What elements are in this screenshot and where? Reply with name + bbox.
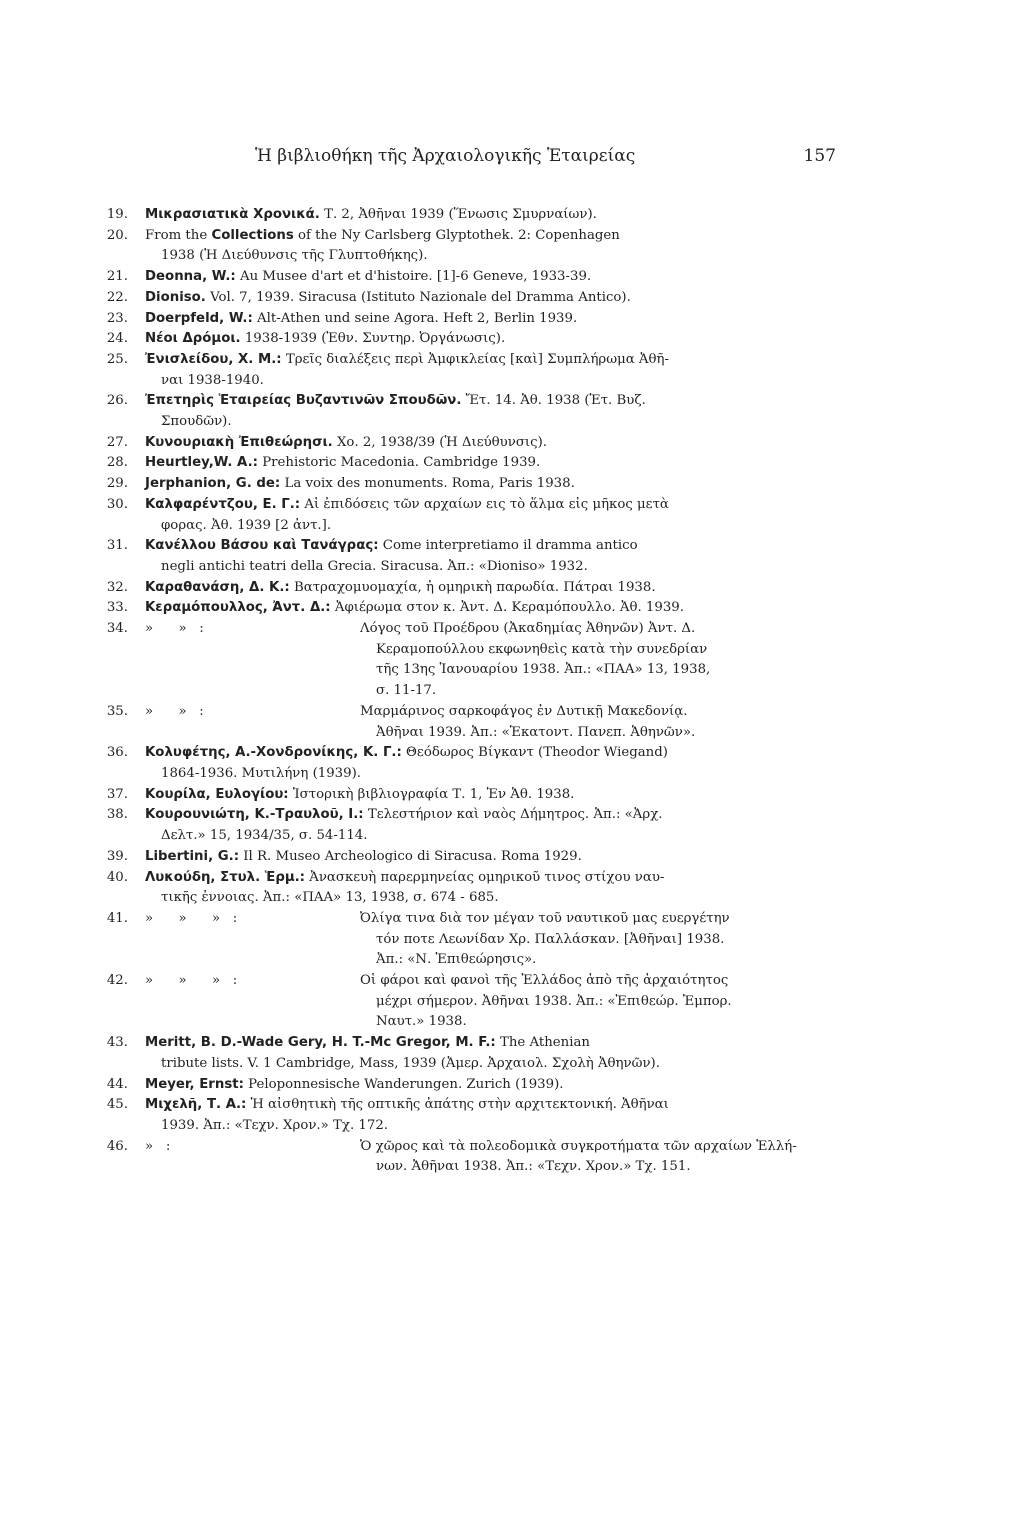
entry-number: 41.: [106, 910, 128, 926]
bibliography-entry: [100, 909, 840, 971]
entry-number: 33.: [106, 600, 128, 616]
entry-first-line: [145, 267, 840, 288]
entry-first-line: [145, 1095, 840, 1116]
entry-number: 20.: [106, 227, 128, 243]
entry-continuation: Ναυτ.» 1938.: [376, 1014, 467, 1030]
running-title: Ἡ βιβλιοθήκη τῆς Ἀρχαιολογικῆς Ἑταιρείας: [255, 146, 636, 166]
entry-title: Μαρμάρινος σαρκοφάγος ἐν Δυτικῇ Μακεδονίᾳ.: [360, 703, 688, 719]
entry-title: of the Ny Carlsberg Glyptothek. 2: Copenhagen: [298, 227, 620, 243]
entry-continuation: 1938 (Ἡ Διεύθυνσις τῆς Γλυπτοθήκης).: [161, 248, 428, 264]
entry-first-line: [145, 598, 840, 619]
entry-first-line: [145, 702, 840, 723]
bibliography-entry: [100, 868, 840, 909]
entry-first-line: [145, 536, 840, 557]
entry-author: Doerpfeld, W.:: [145, 310, 253, 326]
entry-number: 39.: [106, 848, 128, 864]
entry-first-line: [145, 391, 840, 412]
entry-first-line: [145, 474, 840, 495]
entry-first-line: [145, 1075, 840, 1096]
entry-first-line: [145, 868, 840, 889]
entry-first-line: [145, 743, 840, 764]
entry-continuation: tribute lists. V. 1 Cambridge, Mass, 1939 (Ἀμερ. Ἀρχαιολ. Σχολὴ Ἀθηνῶν).: [161, 1055, 660, 1071]
entry-title: Τ. 2, Ἀθῆναι 1939 (Ἕνωσις Σμυρναίων).: [324, 207, 597, 222]
bibliography-entry: [100, 1075, 840, 1096]
entry-author: Meritt, B. D.-Wade Gery, H. T.-Mc Gregor, M. F.:: [145, 1035, 496, 1051]
entry-first-line: [145, 1137, 840, 1158]
bibliography-entry: [100, 329, 840, 350]
ditto-marks: » » :: [145, 703, 204, 719]
entry-title: Ἀνασκευὴ παρερμηνείας ομηρικοῦ τινος στίχου ναυ-: [309, 869, 665, 885]
entry-first-line: [145, 971, 840, 992]
bibliography-entry: [100, 350, 840, 391]
entry-first-line: [145, 619, 840, 640]
bibliography-entry: [100, 847, 840, 868]
entry-author: Deonna, W.:: [145, 269, 236, 285]
entry-first-line: [145, 909, 840, 930]
entry-title: Come interpretiamo il dramma antico: [382, 538, 638, 554]
entry-number: 19.: [106, 207, 128, 222]
entry-number: 26.: [106, 393, 128, 409]
entry-number: 34.: [106, 621, 128, 637]
bibliography-entry: [100, 702, 840, 743]
bibliography-entry: [100, 785, 840, 806]
entry-author: Κουρουνιώτη, Κ.-Τραυλοῦ, Ι.:: [145, 807, 364, 823]
bibliography-entry: [100, 743, 840, 784]
entry-title: Βατραχομυομαχία, ἡ ομηρικὴ παρωδία. Πάτραι 1938.: [293, 579, 656, 595]
entry-author: Dioniso.: [145, 289, 206, 305]
ditto-marks: » :: [145, 1138, 171, 1154]
bibliography-entry: [100, 267, 840, 288]
bibliography-entry: [100, 971, 840, 1033]
entry-continuation: Σπουδῶν).: [161, 414, 232, 430]
entry-number: 36.: [106, 745, 128, 761]
entry-continuation: negli antichi teatri della Grecia. Siracusa. Ἀπ.: «Dioniso» 1932.: [161, 558, 588, 574]
entry-continuation: σ. 11-17.: [376, 683, 437, 699]
bibliography-entry: [100, 433, 840, 454]
entry-author: Libertini, G.:: [145, 848, 240, 864]
entry-author: Κανέλλου Βάσου καὶ Τανάγρας:: [145, 538, 379, 554]
bibliography-entry: [100, 226, 840, 267]
entry-first-line: [145, 805, 840, 826]
entry-number: 28.: [106, 455, 128, 471]
bibliography-entry: [100, 453, 840, 474]
entry-title: Ὀλίγα τινα διὰ τον μέγαν τοῦ ναυτικοῦ μας ευεργέτην: [360, 910, 730, 926]
entry-number: 38.: [106, 807, 128, 823]
bibliography-entry: [100, 391, 840, 432]
entry-title: Au Musee d'art et d'histoire. [1]-6 Geneve, 1933-39.: [239, 269, 592, 285]
entry-title: Τελεστήριον καὶ ναὸς Δήμητρος. Ἀπ.: «Ἀρχ.: [367, 807, 663, 823]
entry-author: Καλφαρέντζου, Ε. Γ.:: [145, 496, 301, 512]
entry-number: 25.: [106, 351, 128, 367]
entry-title: Il R. Museo Archeologico di Siracusa. Roma 1929.: [243, 848, 582, 864]
entry-author: Jerphanion, G. de:: [145, 476, 281, 492]
entry-author: Κεραμόπουλλος, Ἀντ. Δ.:: [145, 600, 331, 616]
bibliography-entry: [100, 536, 840, 577]
entry-title: Χο. 2, 1938/39 (Ἡ Διεύθυνσις).: [336, 434, 547, 450]
entry-title: Ἀφιέρωμα στον κ. Ἀντ. Δ. Κεραμόπουλλο. Ἀθ. 1939.: [334, 600, 684, 616]
entry-continuation: 1864-1936. Μυτιλήνη (1939).: [161, 765, 362, 781]
entry-title: Τρεῖς διαλέξεις περὶ Ἀμφικλείας [καὶ] Συμπλήρωμα Ἀθῆ-: [285, 351, 669, 367]
entry-first-line: [145, 785, 840, 806]
entry-number: 24.: [106, 331, 128, 347]
entry-number: 22.: [106, 289, 128, 305]
entry-number: 32.: [106, 579, 128, 595]
entry-title: 1938-1939 (Ἐθν. Συντηρ. Ὀργάνωσις).: [244, 331, 506, 347]
entry-number: 40.: [106, 869, 128, 885]
entry-author: Heurtley,W. A.:: [145, 455, 258, 471]
entry-title: Θεόδωρος Βίγκαντ (Theodor Wiegand): [406, 745, 668, 761]
bibliography-entry: [100, 495, 840, 536]
entry-title: Ἱστορικὴ βιβλιογραφία Τ. 1, Ἐν Ἀθ. 1938.: [292, 786, 575, 802]
entry-continuation: Δελτ.» 15, 1934/35, σ. 54-114.: [161, 828, 368, 844]
entry-author: Ἐπετηρὶς Ἑταιρείας Βυζαντινῶν Σπουδῶν.: [145, 393, 462, 409]
entry-first-line: [145, 288, 840, 309]
ditto-marks: » » :: [145, 621, 204, 637]
entry-title: Λόγος τοῦ Προέδρου (Ἀκαδημίας Ἀθηνῶν) Ἀντ. Δ.: [360, 621, 696, 637]
entry-continuation: νων. Ἀθῆναι 1938. Ἀπ.: «Τεχν. Χρον.» Τχ. 151.: [376, 1159, 691, 1175]
entry-number: 45.: [106, 1097, 128, 1113]
bibliography-list: [100, 205, 840, 1178]
entry-first-line: [145, 578, 840, 599]
entry-title: Alt-Athen und seine Agora. Heft 2, Berlin 1939.: [257, 310, 578, 326]
entry-title: Ἔτ. 14. Ἀθ. 1938 (Ἑτ. Βυζ.: [465, 393, 646, 409]
bibliography-entry: [100, 288, 840, 309]
entry-number: 37.: [106, 786, 128, 802]
ditto-marks: » » » :: [145, 973, 238, 989]
entry-first-line: [145, 309, 840, 330]
entry-author: Κολυφέτης, Α.-Χονδρονίκης, Κ. Γ.:: [145, 745, 402, 761]
bibliography-entry: [100, 619, 840, 702]
ditto-marks: » » » :: [145, 910, 238, 926]
entry-number: 27.: [106, 434, 128, 450]
entry-author: Μιχελῆ, Τ. Α.:: [145, 1097, 247, 1113]
bibliography-entry: [100, 1137, 840, 1178]
entry-title: Οἱ φάροι καὶ φανοὶ τῆς Ἑλλάδος ἀπὸ τῆς ἀρχαιότητος: [360, 973, 729, 989]
entry-continuation: Ἀθῆναι 1939. Ἀπ.: «Ἑκατοντ. Πανεπ. Ἀθηνῶν».: [376, 724, 696, 740]
bibliography-entry: [100, 1095, 840, 1136]
entry-number: 30.: [106, 496, 128, 512]
entry-first-line: [145, 226, 840, 247]
entry-number: 29.: [106, 476, 128, 492]
entry-first-line: [145, 329, 840, 350]
entry-number: 23.: [106, 310, 128, 326]
entry-title: The Athenian: [499, 1035, 590, 1051]
entry-number: 43.: [106, 1035, 128, 1051]
entry-title: La voix des monuments. Roma, Paris 1938.: [284, 476, 575, 492]
entry-continuation: τῆς 13ης Ἰανουαρίου 1938. Ἀπ.: «ΠΑΑ» 13, 1938,: [376, 662, 711, 678]
entry-number: 35.: [106, 703, 128, 719]
entry-title: Ὁ χῶρος καὶ τὰ πολεοδομικὰ συγκροτήματα τῶν αρχαίων Ἑλλή-: [360, 1138, 797, 1154]
entry-first-line: [145, 433, 840, 454]
entry-number: 46.: [106, 1138, 128, 1154]
entry-prefix: From the: [145, 227, 208, 243]
entry-number: 31.: [106, 538, 128, 554]
entry-continuation: τικῆς ἐννοιας. Ἀπ.: «ΠΑΑ» 13, 1938, σ. 674 - 685.: [161, 890, 499, 906]
entry-first-line: [145, 350, 840, 371]
entry-author: Ἐνισλείδου, Χ. Μ.:: [145, 351, 282, 367]
entry-title: Ἡ αἰσθητικὴ τῆς οπτικῆς ἀπάτης στὴν αρχιτεκτονική. Ἀθῆναι: [250, 1097, 669, 1113]
bibliography-entry: [100, 205, 840, 226]
bibliography-entry: [100, 805, 840, 846]
entry-number: 44.: [106, 1076, 128, 1092]
entry-author: Meyer, Ernst:: [145, 1076, 244, 1092]
entry-title: Prehistoric Macedonia. Cambridge 1939.: [262, 455, 541, 471]
entry-number: 21.: [106, 269, 128, 285]
page-number: 157: [803, 146, 836, 166]
entry-continuation: μέχρι σήμερον. Ἀθῆναι 1938. Ἀπ.: «Ἐπιθεώρ. Ἐμπορ.: [376, 993, 732, 1009]
bibliography-entry: [100, 578, 840, 599]
entry-first-line: [145, 205, 840, 226]
entry-title: Αἱ ἐπιδόσεις τῶν αρχαίων εις τὸ ἅλμα εἰς μῆκος μετὰ: [304, 496, 669, 512]
entry-first-line: [145, 847, 840, 868]
entry-continuation: τόν ποτε Λεωνίδαν Χρ. Παλλάσκαν. [Ἀθῆναι] 1938.: [376, 931, 725, 947]
entry-number: 42.: [106, 973, 128, 989]
entry-author: Νέοι Δρόμοι.: [145, 331, 241, 347]
bibliography-entry: [100, 1033, 840, 1074]
entry-author: Μικρασιατικὰ Χρονικά.: [145, 207, 320, 222]
bibliography-entry: [100, 598, 840, 619]
entry-author: Καραθανάση, Δ. Κ.:: [145, 579, 290, 595]
entry-author: Collections: [211, 227, 294, 243]
entry-title: Vol. 7, 1939. Siracusa (Istituto Nazionale del Dramma Antico).: [210, 289, 631, 305]
entry-continuation: Κεραμοπούλλου εκφωνηθεὶς κατὰ τὴν συνεδρίαν: [376, 641, 708, 657]
entry-author: Λυκούδη, Στυλ. Ἑρμ.:: [145, 869, 305, 885]
bibliography-entry: [100, 474, 840, 495]
entry-continuation: ναι 1938-1940.: [161, 372, 264, 388]
entry-author: Κουρίλα, Ευλογίου:: [145, 786, 289, 802]
entry-title: Peloponnesische Wanderungen. Zurich (1939).: [248, 1076, 564, 1092]
bibliography-entry: [100, 309, 840, 330]
entry-first-line: [145, 1033, 840, 1054]
entry-continuation: φορας. Ἀθ. 1939 [2 ἀντ.].: [161, 517, 332, 533]
entry-first-line: [145, 453, 840, 474]
entry-continuation: 1939. Ἀπ.: «Τεχν. Χρον.» Τχ. 172.: [161, 1117, 389, 1133]
entry-continuation: Ἀπ.: «Ν. Ἐπιθεώρησις».: [376, 952, 537, 968]
page-header: [120, 146, 836, 174]
entry-first-line: [145, 495, 840, 516]
entry-author: Κυνουριακὴ Ἐπιθεώρησι.: [145, 434, 333, 450]
